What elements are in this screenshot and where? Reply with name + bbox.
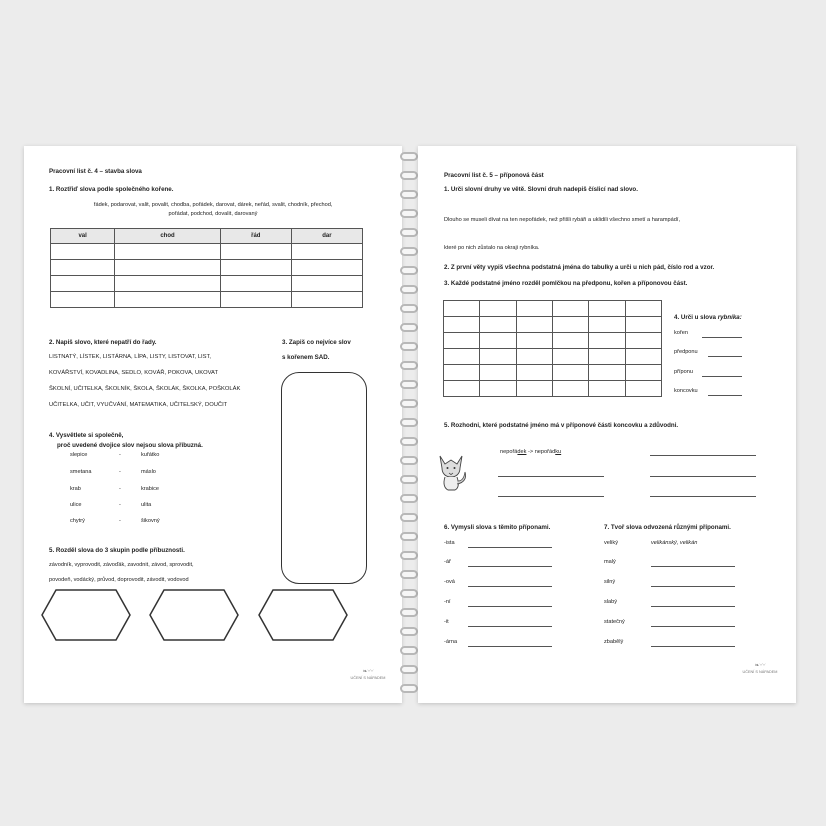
table-cell[interactable] [51,260,115,276]
table-cell[interactable] [589,333,625,349]
table-cell[interactable] [115,276,221,292]
table-cell[interactable] [115,292,221,308]
table-cell[interactable] [516,365,552,381]
table-cell[interactable] [516,349,552,365]
publisher-logo-text: UČENÍ S NÁPADEM [350,675,386,680]
table-cell[interactable] [291,292,362,308]
binding-ring [400,646,418,655]
pair-dash: - [119,486,121,492]
table-header-val: val [51,229,115,244]
answer-line[interactable] [702,376,742,377]
table-cell[interactable] [480,317,516,333]
r-task7-example: velikánský, velikán [651,540,698,546]
r-task5-example-underlined-ending: dek [517,449,527,455]
binding-ring [400,380,418,389]
binding-ring [400,323,418,332]
binding-ring [400,665,418,674]
r-task4-heading-word: rybníka: [717,314,742,321]
answer-line[interactable] [651,646,735,647]
table-cell[interactable] [291,244,362,260]
table-cell[interactable] [552,301,588,317]
r-task5-example [500,449,561,455]
noun-analysis-table [443,300,662,397]
r-task5-example-arrow: -> nepořád [526,449,556,455]
table-cell[interactable] [480,333,516,349]
r-task2-heading: 2. Z první věty vypiš všechna podstatná jména do tabulky a urči u nich pád, číslo rod a vzor. [444,264,715,271]
publisher-logo-text: UČENÍ S NÁPADEM [742,669,778,674]
table-row [444,349,662,365]
table-header-dar: dar [291,229,362,244]
binding-ring [400,456,418,465]
table-cell[interactable] [444,349,480,365]
r-task5-example-prefix: nepořá [500,449,518,455]
table-cell[interactable] [552,317,588,333]
r-task7-word: statečný [604,619,625,625]
answer-line[interactable] [468,606,552,607]
r-task3-heading: 3. Každé podstatné jméno rozděl pomlčkou na předponu, kořen a příponovou část. [444,280,688,287]
answer-line[interactable] [651,626,735,627]
table-cell[interactable] [516,301,552,317]
binding-ring [400,285,418,294]
hexagon-group-1[interactable] [40,588,132,642]
task1-words-line1: řádek, podarovat, valit, povalit, chodba, pořádek, darovat, dárek, neřád, svalit, chodník, přechod, [93,202,333,208]
answer-line[interactable] [468,586,552,587]
r-task6-suffix: -it [444,619,449,625]
pair-dash: - [119,452,121,458]
binding-ring [400,684,418,693]
binding-ring [400,551,418,560]
answer-line[interactable] [650,476,756,477]
r-task7-word: zbabělý [604,639,624,645]
table-cell[interactable] [625,381,661,397]
table-cell[interactable] [589,301,625,317]
binding-ring [400,209,418,218]
pair-dash: - [119,518,121,524]
table-cell[interactable] [589,381,625,397]
right-page-title: Pracovní list č. 5 – příponová část [444,172,544,179]
r-task6-suffix: -ista [444,540,455,546]
binding-ring [400,304,418,313]
answer-line[interactable] [702,337,742,338]
r-task7-word: malý [604,559,616,565]
answer-line[interactable] [468,646,552,647]
pair-word-b: kuřátko [141,452,160,458]
table-cell[interactable] [589,349,625,365]
r-task6-heading: 6. Vymysli slova s těmito příponami. [444,524,551,531]
binding-ring [400,190,418,199]
task5-words-line2: povodeň, vodácký, průvod, doprovodit, závodit, vodovod [49,577,189,583]
hexagon-group-3[interactable] [257,588,349,642]
task4-heading-line1: 4. Vysvětlete si společně, [49,432,124,439]
r-task6-suffix: -ář [444,559,451,565]
left-worksheet-page [24,146,402,703]
pair-word-a: ulice [70,502,82,508]
hexagon-group-2[interactable] [148,588,240,642]
table-row [444,365,662,381]
task3-heading-line1: 3. Zapiš co nejvíce slov [282,339,351,346]
binding-ring [400,437,418,446]
table-row [444,301,662,317]
table-cell[interactable] [220,260,291,276]
answer-line[interactable] [651,586,735,587]
pair-word-b: krabice [141,486,160,492]
table-cell[interactable] [625,365,661,381]
logo-mark-icon: ❧〰 [362,669,374,675]
table-cell[interactable] [444,333,480,349]
binding-ring [400,570,418,579]
table-cell[interactable] [480,349,516,365]
table-row [51,276,363,292]
r-task5-example-underlined-suffix: ku [555,449,562,455]
table-cell[interactable] [589,365,625,381]
answer-line[interactable] [651,566,735,567]
table-cell[interactable] [516,333,552,349]
table-cell[interactable] [552,365,588,381]
fox-illustration-icon [434,450,468,492]
pair-word-a: krab [70,486,81,492]
r-task7-word: slabý [604,599,618,605]
table-cell[interactable] [552,381,588,397]
table-cell[interactable] [480,301,516,317]
table-cell[interactable] [291,276,362,292]
binding-ring [400,171,418,180]
table-cell[interactable] [220,244,291,260]
left-page-title: Pracovní list č. 4 – stavba slova [49,168,142,175]
table-cell[interactable] [51,244,115,260]
binding-ring [400,418,418,427]
answer-line[interactable] [651,606,735,607]
r-task7-word: silný [604,579,616,585]
binding-ring [400,361,418,370]
r-task7-word: veliký [604,540,618,546]
table-cell[interactable] [589,317,625,333]
binding-ring [400,475,418,484]
binding-ring [400,228,418,237]
binding-ring [400,152,418,161]
r-task1-sentence2: které po nich zůstalo na okraji rybníka. [444,245,540,251]
table-cell[interactable] [516,317,552,333]
r-task1-heading: 1. Urči slovní druhy ve větě. Slovní druh nadepiš číslicí nad slovo. [444,186,638,193]
answer-line[interactable] [650,455,756,456]
r-task7-heading: 7. Tvoř slova odvozená různými příponami. [604,524,731,531]
binding-ring [400,608,418,617]
binding-ring [400,266,418,275]
table-cell[interactable] [480,381,516,397]
table-row [444,333,662,349]
r-task6-suffix: -ová [444,579,455,585]
table-cell[interactable] [625,301,661,317]
right-worksheet-page [418,146,796,703]
table-cell[interactable] [115,244,221,260]
r-task1-sentence1: Dlouho se museli dívat na ten nepořádek, než přišli rybáři a uklidili všechno smetí a harampádí, [444,217,680,223]
table-row [51,292,363,308]
table-row [51,260,363,276]
binding-ring [400,532,418,541]
r-task4-item-label: příponu [674,369,693,375]
table-row [51,244,363,260]
table-cell[interactable] [625,333,661,349]
r-task6-suffix: -ní [444,599,451,605]
publisher-logo [740,663,780,674]
table-cell[interactable] [444,317,480,333]
table-cell[interactable] [115,260,221,276]
table-cell[interactable] [625,317,661,333]
table-cell[interactable] [444,365,480,381]
task5-heading: 5. Rozděl slova do 3 skupin podle příbuznosti. [49,547,185,554]
task3-heading-line2: s kořenem SAD. [282,354,330,361]
answer-line[interactable] [498,496,604,497]
answer-line[interactable] [708,356,742,357]
pair-dash: - [119,502,121,508]
table-cell[interactable] [516,381,552,397]
task1-heading: 1. Roztřiď slova podle společného kořene. [49,186,174,193]
task2-row: KOVÁŘSTVÍ, KOVADLINA, SEDLO, KOVÁŘ, POKOVA, UKOVAT [49,370,219,376]
binding-ring [400,494,418,503]
task2-row: ŠKOLNÍ, UČITELKA, ŠKOLNÍK, ŠKOLA, ŠKOLÁK, ŠKOLKA, POŠKOLÁK [49,386,241,392]
pair-word-a: chytrý [70,518,85,524]
r-task4-heading-prefix: 4. Urči u slova [674,314,718,321]
table-cell[interactable] [220,276,291,292]
binding-ring [400,399,418,408]
sad-words-box[interactable] [281,372,367,584]
pair-word-b: máslo [141,469,156,475]
binding-ring [400,513,418,522]
logo-mark-icon: ❧〰 [754,663,766,669]
binding-ring [400,342,418,351]
table-cell[interactable] [444,301,480,317]
answer-line[interactable] [708,395,742,396]
table-cell[interactable] [480,365,516,381]
answer-line[interactable] [498,476,604,477]
table-cell[interactable] [51,292,115,308]
pair-dash: - [119,469,121,475]
table-cell[interactable] [220,292,291,308]
task1-words-line2: pořádat, podchod, dovalit, darovaný [168,211,258,217]
answer-line[interactable] [650,496,756,497]
table-cell[interactable] [51,276,115,292]
r-task4-item-label: koncovku [674,388,698,394]
pair-word-a: smetana [70,469,92,475]
r-task4-heading [674,314,742,321]
r-task4-item-label: předponu [674,349,698,355]
table-row [444,381,662,397]
table-header-rad: řád [220,229,291,244]
answer-line[interactable] [468,626,552,627]
table-header-chod: chod [115,229,221,244]
root-sorting-table [50,228,363,308]
pair-word-a: slepice [70,452,88,458]
pair-word-b: ulita [141,502,152,508]
r-task4-item-label: kořen [674,330,688,336]
r-task6-suffix: -árna [444,639,458,645]
publisher-logo [348,669,388,680]
answer-line[interactable] [468,566,552,567]
binding-ring [400,627,418,636]
binding-ring [400,589,418,598]
table-cell[interactable] [552,349,588,365]
table-cell[interactable] [625,349,661,365]
pair-word-b: šikovný [141,518,160,524]
table-row [444,317,662,333]
r-task5-heading: 5. Rozhodni, které podstatné jméno má v příponové části koncovku a zdůvodni. [444,422,679,429]
table-cell[interactable] [291,260,362,276]
task2-row: UČITELKA, UČIT, VYUČVÁNÍ, MATEMATIKA, UČITELSKÝ, DOUČIT [49,402,228,408]
binding-ring [400,247,418,256]
task2-row: LISTNATÝ, LÍSTEK, LISTÁRNA, LÍPA, LISTY, LISTOVAT, LIST, [49,354,212,360]
task2-heading: 2. Napiš slovo, které nepatří do řady. [49,339,157,346]
table-cell[interactable] [552,333,588,349]
answer-line[interactable] [468,547,552,548]
table-cell[interactable] [444,381,480,397]
task4-heading-line2: proč uvedené dvojice slov nejsou slova příbuzná. [57,442,203,449]
task5-words-line1: závodník, vyprovodit, závoďák, zavodnit, závod, sprovodit, [49,562,194,568]
